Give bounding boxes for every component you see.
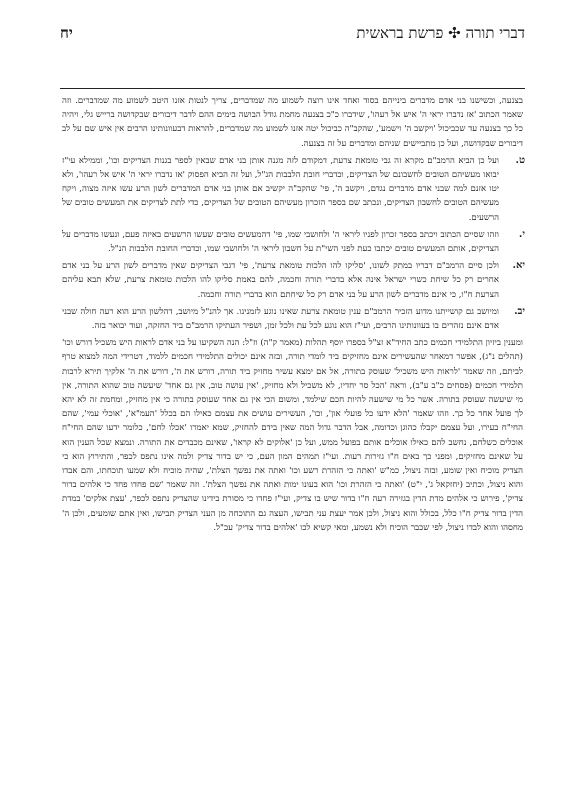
paragraph-text: בצנעה, וכשישנו בני אדם מדברים בינייהם בסוד ואחד אינו רוצה לשמוע מה שמדברים, צריך לנטות אזנו היטב לשמוע מה שמדברים. וזה שאמר הכתוב 'אז נדברו יראי ה' איש אל רעהו', שידברו כ"כ בצנעה מחמת גודל הבושה בימים ההם לדבר דיבורים שבקדושה ברייש גלי, ויהיה כל כך בצנעה עד שכביכול 'ויקשב ה' וישמע', שהקב"ה כביכול יטה אזנו לשמוע מה שמדברים, להראות דבעוונותינו הרבים אין איש שם על לב דיבורים שבקדושה, ועל כן מתביישים שניהם ומדברים על זה בצנעה. — [62, 96, 523, 149]
paragraph-marker: י. — [518, 228, 525, 240]
paragraph-marker: יא. — [512, 260, 525, 272]
paragraph-text: ולכן סיים הרמב"ם דבריו במתק לשונו, 'סליקו להו הלכות טומאת צרעת', פי' דגבי הצדיקים שאין מדברים לשון הרע על בני אדם אחרים רק כל שיחת כשרי ישראל אינה אלא בדברי תורה וחכמה, להם באמת סליקו להו הלכות טומאת צרעת, שלא תבא עליהם הצרעת ח"ו, כי אינם מדברים לשון הרע על בני אדם רק כל שיחתם הוא בדברי תורה וחכמה. — [62, 261, 499, 300]
paragraph-text: ומיושב גם קושייתנו מדוע הזכיר הרמב"ם ענין טומאת צרעת שאינו נוגע לזמנינו. אך להנ"ל מיושב, דהלשון הרע הוא רעה חולה שבני אדם אינם נזהרים בו בעוונותינו הרבים, ועי"ז הוא נוגע לכל עת ולכל זמן, ושפיר העתיקו הרמב"ם ביד החזקה, ועוד יבואר בזה. — [62, 306, 499, 332]
running-title: דברי תורה ✣ פרשת בראשית — [356, 24, 525, 42]
document-body — [62, 94, 523, 538]
paragraph-marker: יב. — [514, 305, 525, 317]
paragraph-note — [62, 336, 523, 535]
paragraph-12 — [62, 305, 523, 333]
paragraph-10 — [62, 228, 523, 256]
paragraph-continuation — [62, 94, 523, 151]
paragraph-9 — [62, 154, 523, 225]
paragraph-marker: ט. — [515, 154, 525, 166]
paragraph-text: וזהו שסיים הכתוב ויכתב בספר זכרון לפניו ליראי ה' ולחושבי שמו, פי' דהמעשים טובים שעשו הרשעים באיזה פעם, ונעשו מדברים על הצדיקים, אותם המעשים טובים יכתבו כעת לפני השי"ת על חשבון ליראי ה' ולחושבי שמו, וכדברי החובת הלבבות הנ"ל. — [62, 229, 499, 255]
paragraph-text: ועל כן הביא הרמב"ם מקרא זה גבי טומאת צרעת, דמקודם לזה מגנה אותן בני אדם שבאין לספר בגנות הצדיקים וכו', וממילא עי"ז יבואו מעשיהם הטובים לחשבונם של הצדיקים, וכדברי חובת הלבבות הנ"ל, ועל זה הביא הפסוק 'אז נדברו יראי ה' איש אל רעהו', ולא יטו אזנם למה שבני אדם מדברים נגדם, ויקשב ה', פי' שהקב"ה יקשיב אם אותן בני אדם המדברים לשון הרע עשו איזה מצוה, ויקח מעשיהם הטובים לחשבון הצדיקים, ונכתב שם בספר הזכרון מעשיהם הטובים של הצדיקים, כדי לתת לצדיקים את המעשים טובים של הרשעים. — [62, 155, 499, 223]
header-divider — [60, 88, 525, 89]
page-header — [60, 24, 525, 46]
paragraph-11 — [62, 259, 523, 302]
paragraph-text: ומענין ביזיון התלמידי חכמים כתב החיד"א זצ"ל בספרו יוסף תהלות (מאמר ק"ה) וז"ל: הנה השקיעו על בני אדם לראות היש משכיל דורש וכו' (תהלים נ"ג), אפשר דמאחר שהעשירים אינם מחזיקים ביד לומדי תורה, ובזה אינם יכולים התלמידי חכמים ללמוד, דטרידי המה למצוא טרף לביתם, וזה שאמר 'לראות היש משכיל' שעוסק בתורה, אל אם ימצא עשיר מחזיק ביד תורה, דורש את ה', דורש את ה' אלקיך תירא לרבות תלמידי חכמים (פסחים כ"ב ע"ב), וראה 'הכל סר יחדיו, לא משכיל ולא מחזיק, 'אין עושה טוב, אין גם אחד' שיעשה טוב שהוא התורה, אין מי שיעשה שעוסק בתורה. אשר כל מי שישעה להיות חכם שילמד, ומשום הכי אין גם אחד שעוסק בתורה כי אין מחזיק, ומחמת זה לא יהא לך פועל אחד כל כך. וזהו שאמר 'הלא ידעו כל פועלי און', וכו', העשירים עושים את עצמם כאילו הם בכלל 'העמ"א', 'אוכלי עמי', שהם החי"ח בעירו, ועל עצמם יקבלו כהוגן וכדומה, אבל הדבר גדול המה שאין בידם להחזיק, שמא יאמרו 'אכלו לחם', כלומר ידעו שהם החי"ח אוכלים כשלחם, נחשב להם כאילו אוכלים אותם בפועל ממש, ועל כן 'אלוקים לא קראו', שאינם מכבדים את התורה. ונמצא שכל הענין הוא על שאינם מחזיקים, ומפני כך באים ח"ו גזירות רעות. ועי"ז תמהים המון העם, כי יש בדור צדיק ולמה אינו נתפס לכפר, והתירוץ הוא כי הצדיק מוכיח ואין שומע, ובזה ניצול, כמ"ש 'ואתה כי הזהרת רשע וכו' ואתה את נפשך הצלת', שהיה מוכיח ולא שמעו תוכחתו, והם אבדו והוא ניצול, וכתיב (יחזקאל ג', י"ט) 'ואתה כי הזהרת וכו' הוא בעונו ימות ואתה את נפשך הצלת'. וזה שאמר 'שם פחדו פחד כי אלהים בדור צדיק', פירוש כי אלהים מדת הדין בגזירה רעה ח"ו בדור שיש בו צדיק, ועי"ז פחדו כי מסורת בידינו שהצדיק נתפס לכפר, 'עצת אלקים' במדת הדין בדור צדיק ח"ו כלל, בכולל והוא ניצול, ולכן אמר יעצת עני תבישו, העצה גם התוכחה מן העני הצדיק תבישו, ואין אתם שומעים, ולכן ה' מחסהו והוא לבדו ניצול, לפי שכבר הוכיח ולא נשמע, ומאי קשיא לכו 'אלהים בדור צדיק' עכ"ל. — [62, 338, 523, 533]
page-number: יח — [60, 24, 73, 42]
